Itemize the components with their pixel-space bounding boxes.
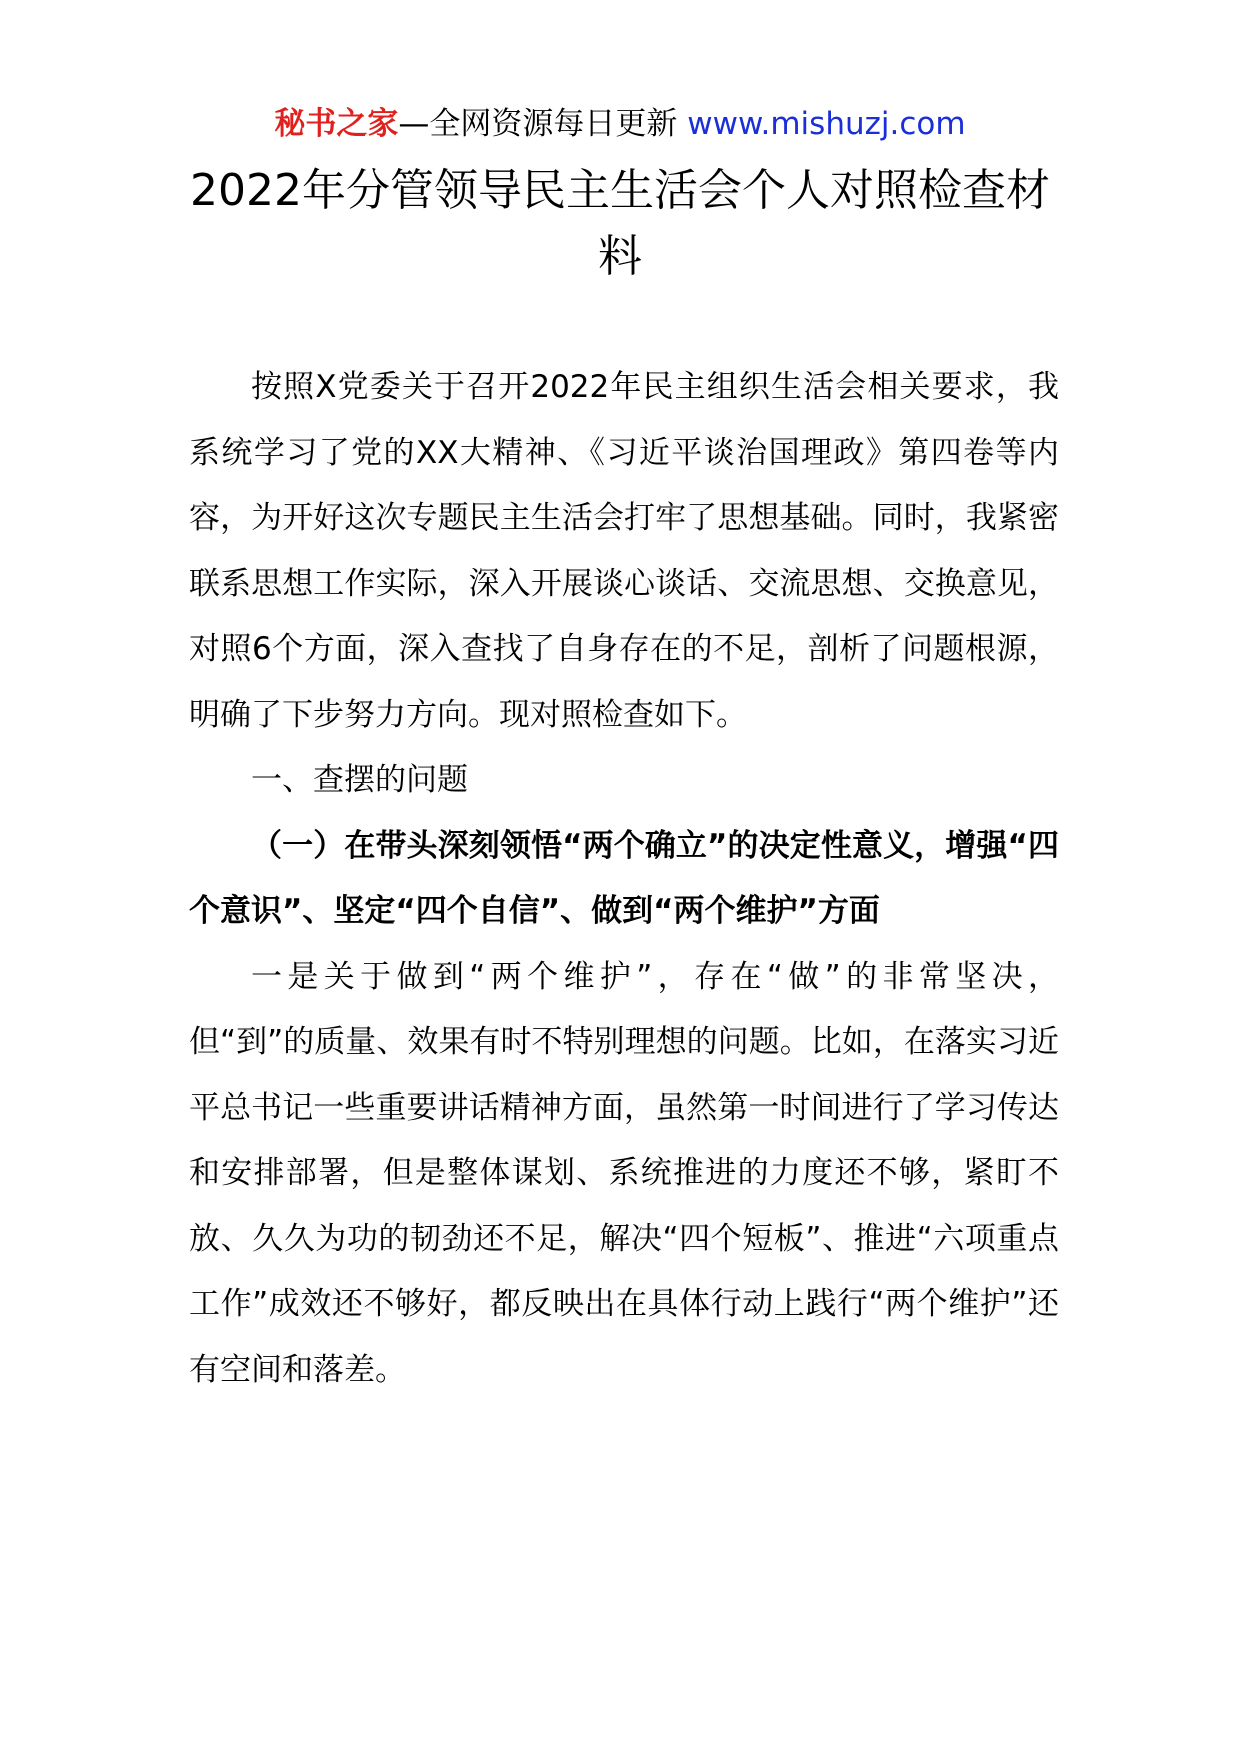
- intro-paragraph: 按照X党委关于召开2022年民主组织生活会相关要求，我系统学习了党的XX大精神、《习近平谈治国理政》第四卷等内容，为开好这次专题民主生活会打牢了思想基础。同时，我紧密联系思想工作实际，深入开展谈心谈话、交流思想、交换意见，对照6个方面，深入查找了自身存在的不足，剖析了问题根源，明确了下步努力方向。现对照检查如下。: [189, 369, 1059, 733]
- site-header: [0, 102, 1240, 146]
- header-slogan: —全网资源每日更新: [398, 106, 678, 142]
- section-heading: 一、查摆的问题: [251, 762, 468, 798]
- document-title: 2022年分管领导民主生活会个人对照检查材料: [190, 165, 1050, 282]
- subsection-heading: （一）在带头深刻领悟“两个确立”的决定性意义，增强“四个意识”、坚定“四个自信”、做到“两个维护”方面: [189, 827, 1059, 929]
- site-url-link[interactable]: www.mishuzj.com: [687, 106, 966, 142]
- brand-name: 秘书之家: [274, 106, 399, 142]
- document-body: [189, 355, 1059, 1403]
- body-paragraph: 一是关于做到“两个维护”，存在“做”的非常坚决，但“到”的质量、效果有时不特别理想的问题。比如，在落实习近平总书记一些重要讲话精神方面，虽然第一时间进行了学习传达和安排部署，但是整体谋划、系统推进的力度还不够，紧盯不放、久久为功的韧劲还不足，解决“四个短板”、推进“六项重点工作”成效还不够好，都反映出在具体行动上践行“两个维护”还有空间和落差。: [189, 958, 1059, 1388]
